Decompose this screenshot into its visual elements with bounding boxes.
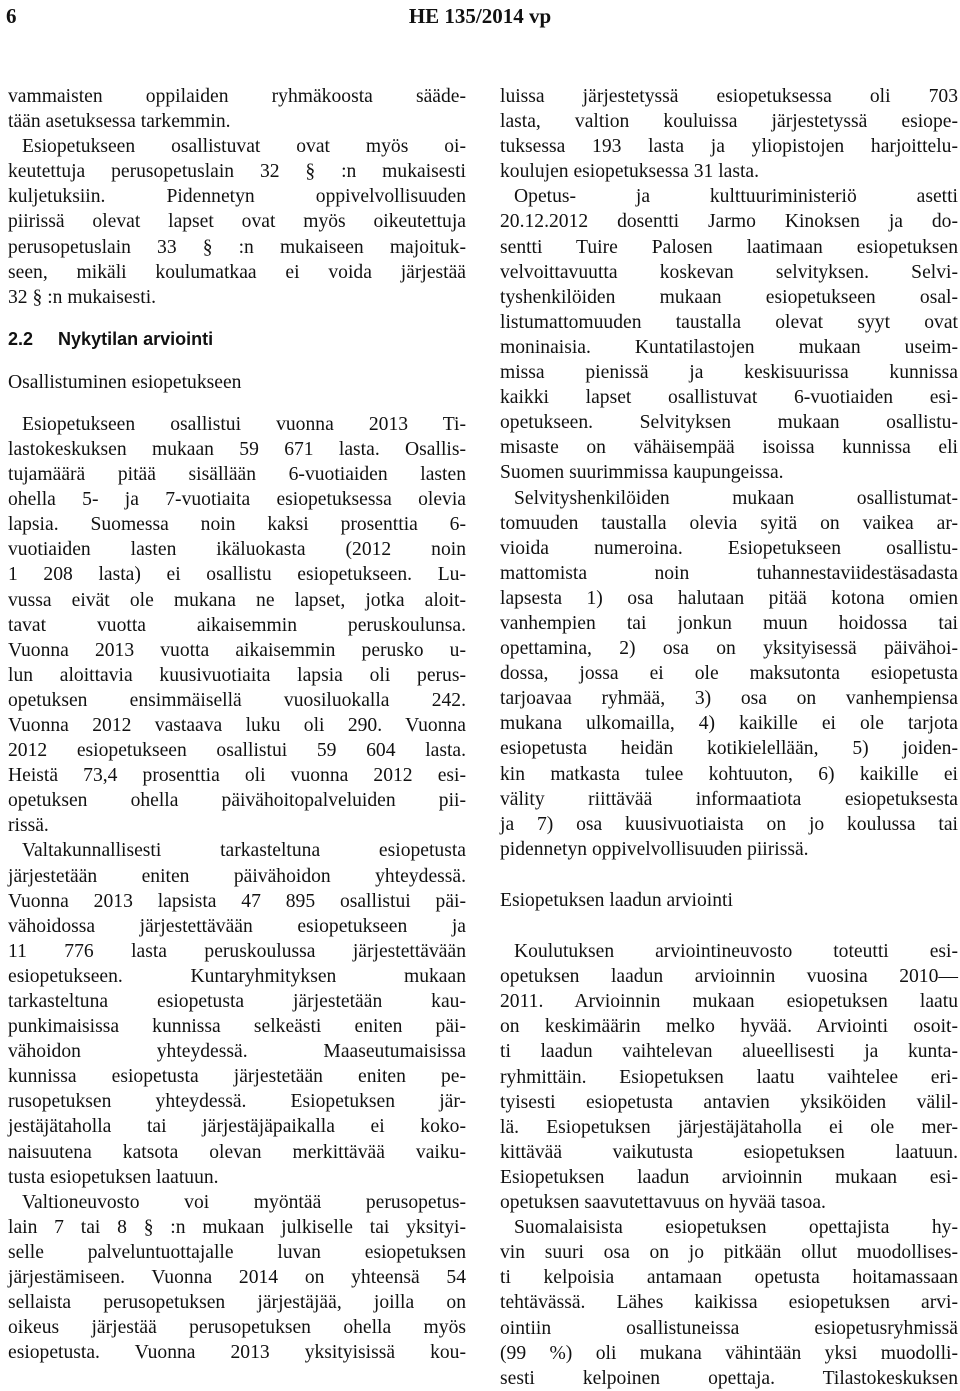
text-line: Valtakunnallisesti tarkasteltuna esiopetusta (22, 840, 466, 862)
paragraph (8, 84, 466, 134)
text-line: esiopetukseen. Kuntaryhmityksen mukaan (8, 965, 466, 987)
paragraph (8, 838, 466, 1189)
text-line: lun aloittavia kuusivuotiaita lapsia oli perus- (8, 664, 466, 686)
section-number: 2.2 (8, 328, 34, 349)
paragraph (500, 84, 958, 184)
text-line: Esiopetukseen osallistuvat ovat myös oi- (22, 136, 466, 158)
text-line: misaste on vähäisempää isoissa kunnissa eli (500, 437, 958, 459)
text-line: ryhmittäin. Esiopetuksen laatu vaihtelee eri- (500, 1066, 958, 1088)
text-line: moninaisia. Kuntatilastojen mukaan useim- (500, 336, 958, 358)
text-line: listumattomuuden taustalla olevat syyt ovat (500, 311, 958, 333)
text-line: tehtävässä. Lähes kaikissa esiopetuksen arvi- (500, 1292, 958, 1314)
text-line: järjestämiseen. Vuonna 2014 on yhteensä 54 (8, 1267, 466, 1289)
paragraph (500, 939, 958, 1215)
paragraph (8, 412, 466, 839)
text-line: Vuonna 2013 lapsista 47 895 osallistui päi- (8, 890, 466, 912)
text-line: pidennetyn oppivelvollisuuden piirissä. (500, 838, 809, 860)
text-line: kunnissa esiopetusta järjestetään eniten pe- (8, 1066, 466, 1088)
text-line: Suomen suurimmissa kaupungeissa. (500, 462, 784, 484)
text-line: lain 7 tai 8 § :n mukaan julkiselle tai yksityi- (8, 1216, 466, 1238)
text-line: esiopetusta. Vuonna 2013 yksityisissä kou- (8, 1342, 466, 1364)
text-line: piirissä olevat lapset ovat myös oikeutettuja (8, 211, 466, 233)
text-line: keutettuja perusopetuslain 32 § :n mukaisesti (8, 161, 466, 183)
text-line: Selvityshenkilöiden mukaan osallistumat- (514, 487, 958, 509)
paragraph (500, 1215, 958, 1391)
text-line: opetuksen saavutettavuus on hyvää tasoa. (500, 1192, 826, 1214)
text-line: luissa järjestetyssä esiopetuksessa oli 703 (500, 86, 958, 107)
text-line: mukana ulkomailla, 4) kaikille ei ole tarjota (500, 713, 958, 735)
text-line: vanhempien tai jonkun muun hoidossa tai (500, 612, 958, 634)
text-line: lasta, valtion kouluissa järjestetyssä esiope- (500, 111, 958, 133)
text-line: 2011. Arvioinnin mukaan esiopetuksen laatu (500, 991, 958, 1013)
text-line: tyshenkilöiden mukaan esiopetukseen osal- (500, 286, 958, 308)
text-line: perusopetuslain 33 § :n mukaiseen majoituk- (8, 236, 466, 258)
text-line: on keskimäärin melko hyvää. Arviointi osoit- (500, 1016, 958, 1038)
text-line: (99 %) oli mukana vähintään yksi muodolli- (500, 1342, 958, 1364)
spacer (500, 862, 958, 887)
text-line: sellaista perusopetuksen järjestäjää, joilla on (8, 1292, 466, 1314)
text-line: oikeus järjestää perusopetuksen ohella myös (8, 1317, 466, 1339)
text-line: Heistä 73,4 prosenttia oli vuonna 2012 esi- (8, 765, 466, 787)
text-line: järjestetään eniten päivähoidon yhteydessä. (8, 865, 466, 887)
text-line: lapsia. Suomessa noin kaksi prosenttia 6- (8, 514, 466, 536)
page-header (0, 0, 960, 40)
text-line: tään asetuksessa tarkemmin. (8, 111, 231, 133)
text-line: kuljetuksiin. Pidennetyn oppivelvollisuuden (8, 186, 466, 208)
text-line: vähoidossa järjestettävään esiopetukseen ja (8, 915, 466, 937)
subheading: Esiopetuksen laadun arviointi (500, 890, 733, 911)
text-line: jestäjätaholla tai järjestäjäpaikalla ei koko- (8, 1116, 466, 1138)
text-line: tusta esiopetuksen laatuun. (8, 1166, 219, 1188)
text-line: lastokeskuksen mukaan 59 671 lasta. Osallis- (8, 438, 466, 460)
section-heading (8, 326, 466, 353)
text-line: naisuutena katsota olevan merkittävää vaiku- (8, 1141, 466, 1163)
paragraph (500, 184, 958, 485)
text-line: ointiin osallistuneissa esiopetusryhmissä (500, 1317, 958, 1339)
text-line: kin matkasta tulee kohtuuton, 6) kaikille ei (500, 763, 958, 785)
text-line: tavat vuotta aikaisemmin peruskoulunsa. (8, 614, 466, 636)
text-line: velvoittavuutta koskevan selvityksen. Selvi- (500, 261, 958, 283)
text-line: opetuksen ensimmäisellä vuosiluokalla 242. (8, 689, 466, 711)
text-line: vioida numeroina. Esiopetukseen osallistu- (500, 537, 958, 559)
text-line: dossa, jossa ei ole maksutonta esiopetusta (500, 663, 958, 685)
spacer (500, 914, 958, 939)
text-line: tuksessa 193 lasta ja yliopistojen harjoittelu- (500, 136, 958, 158)
text-line: vammaisten oppilaiden ryhmäkoosta sääde- (8, 86, 466, 107)
text-line: 32 § :n mukaisesti. (8, 286, 157, 308)
text-line: vin suuri osa on jo pitkään ollut muodollises- (500, 1242, 958, 1264)
text-line: selle palveluntuottajalle luvan esiopetuksen (8, 1241, 466, 1263)
text-line: mattomista noin tuhannestaviidestäsadasta (500, 562, 958, 584)
text-line: 11 776 lasta peruskoulussa järjestettävään (8, 940, 466, 962)
text-line: rissä. (8, 815, 49, 837)
text-line: sentti Tuire Palosen laatimaan esiopetuksen (500, 236, 958, 258)
text-line: välity riittävää informaatiota esiopetuksesta (500, 788, 958, 810)
text-line: punkimaisissa kunnissa selkeästi eniten päi- (8, 1016, 466, 1038)
text-line: kittävää vaikutusta esiopetuksen laatuun. (500, 1141, 958, 1163)
text-line: esiopetusta heidän kotikielellään, 5) joiden- (500, 738, 958, 760)
right-column (500, 84, 958, 1391)
section-title: Nykytilan arviointi (58, 328, 214, 349)
text-line: rusopetuksen yhteydessä. Esiopetuksen jär- (8, 1091, 466, 1113)
text-line: Vuonna 2012 vastaava luku oli 290. Vuonna (8, 714, 466, 736)
text-line: vähoidon yhteydessä. Maaseutumaisissa (8, 1041, 466, 1063)
text-line: kaikki lapset osallistuvat 6-vuotiaiden esi- (500, 387, 958, 409)
text-line: lapsesta 1) osa halutaan pitää kotona omien (500, 587, 958, 609)
text-line: ti laadun vaihtelevan alueellisesti ja kunta- (500, 1041, 958, 1063)
text-line: opettamina, 2) osa on yksityisessä päivähoi- (500, 638, 958, 660)
paragraph (8, 1190, 466, 1366)
text-line: 2012 esiopetukseen osallistui 59 604 lasta. (8, 740, 466, 762)
text-line: seen, mikäli koulumatkaa ei voida järjestää (8, 261, 466, 283)
left-column (8, 84, 466, 1365)
text-line: 1 208 lasta) ei osallistu esiopetukseen. Lu- (8, 564, 466, 586)
text-line: ti kelpoisia antamaan opetusta hoitamassaan (500, 1267, 958, 1289)
text-line: tarjoavaa ryhmää, 3) osa on vanhempiensa (500, 688, 958, 710)
text-line: Esiopetuksen laadun arvioinnin mukaan esi- (500, 1166, 958, 1188)
text-line: tomuuden taustalla olevia syitä on vaikea ar- (500, 512, 958, 534)
text-line: ja 7) osa kuusivuotiaista on jo koulussa tai (500, 813, 958, 835)
text-line: vussa eivät ole mukana ne lapset, jotka aloit- (8, 589, 466, 611)
text-line: Esiopetukseen osallistui vuonna 2013 Ti- (22, 413, 466, 435)
spacer (8, 396, 466, 412)
text-line: Vuonna 2013 vuotta aikaisemmin perusko u- (8, 639, 466, 661)
spacer (8, 353, 466, 369)
text-line: tyisesti esiopetusta antavien yksiköiden välil- (500, 1091, 958, 1113)
paragraph (500, 486, 958, 862)
page-number: 6 (6, 4, 17, 28)
text-line: 20.12.2012 dosentti Jarmo Kinoksen ja do- (500, 211, 958, 233)
text-line: Suomalaisista esiopetuksen opettajista hy- (514, 1217, 958, 1239)
text-line: missa pienissä ja keskisuurissa kunnissa (500, 362, 958, 384)
spacer (8, 310, 466, 326)
text-line: opetuksen ohella päivähoitopalveluiden pii- (8, 790, 466, 812)
text-line: opetuksen laadun arvioinnin vuosina 2010— (500, 966, 958, 988)
text-line: tarkasteltuna esiopetusta järjestetään kau- (8, 991, 466, 1012)
paragraph (8, 134, 466, 310)
text-line: Opetus- ja kulttuuriministeriö asetti (514, 186, 958, 208)
text-line: lä. Esiopetuksen järjestäjätaholla ei ole mer- (500, 1116, 958, 1138)
text-line: opetukseen. Selvityksen mukaan osallistu- (500, 412, 958, 434)
subheading: Osallistuminen esiopetukseen (8, 371, 242, 393)
document-id: HE 135/2014 vp (408, 4, 552, 28)
text-line: koulujen esiopetuksessa 31 lasta. (500, 161, 760, 183)
text-line: sesti kelpoinen opettaja. Tilastokeskuksen (500, 1367, 958, 1389)
text-line: vuotiaiden lasten ikäluokasta (2012 noin (8, 539, 466, 561)
text-line: ohella 5- ja 7-vuotiaita esiopetuksessa olevia (8, 489, 466, 511)
text-line: tujamäärä pitää sisällään 6-vuotiaiden lasten (8, 464, 466, 486)
text-line: Koulutuksen arviointineuvosto toteutti esi- (514, 941, 958, 963)
text-line: Valtioneuvosto voi myöntää perusopetus- (22, 1191, 466, 1213)
